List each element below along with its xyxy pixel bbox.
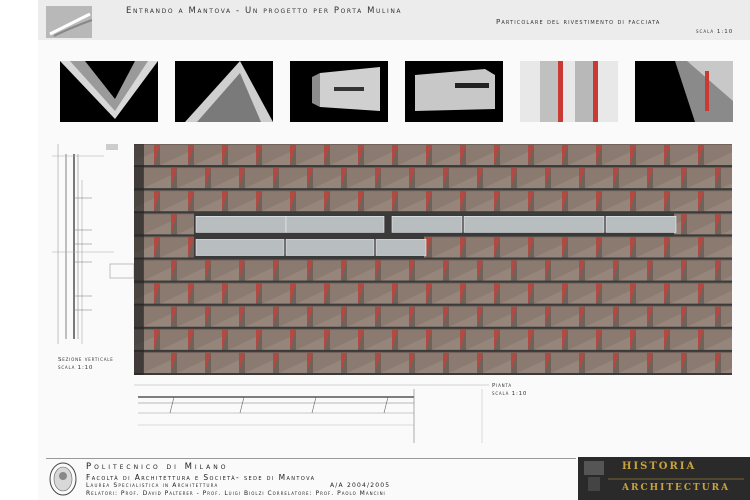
section-label: Sezione verticale scala 1:10 <box>58 357 114 371</box>
university-seal <box>48 461 78 497</box>
drawing-subtitle: Particolare del rivestimento di facciata <box>496 18 661 26</box>
facade-elevation <box>134 144 732 375</box>
thumb-corner-up <box>175 61 273 122</box>
academic-year: A/A 2004/2005 <box>330 482 391 489</box>
faculty-name: Facoltà di Architettura e Società- sede di Mantova <box>86 473 316 482</box>
advisors-line: Relatori: Prof. David Palterer - Prof. Luigi Biolzi Correlatore: Prof. Paolo Mancini <box>86 490 386 497</box>
thumb-facade-edge <box>635 61 733 122</box>
thumb-building-perspective <box>290 61 388 122</box>
historia-architectura-stamp: HISTORIA ARCHITECTURA <box>578 457 750 500</box>
presentation-board <box>38 0 750 500</box>
thumb-corner-down <box>60 61 158 122</box>
course-name: Laurea Specialistica in Architettura <box>86 482 219 489</box>
plan-label: Pianta scala 1:10 <box>492 383 528 397</box>
drawing-scale: scala 1:10 <box>696 29 734 35</box>
footer-divider <box>46 458 576 459</box>
vertical-section-drawing <box>44 144 134 344</box>
project-logo <box>46 6 92 38</box>
thumb-facade-red-closeup <box>520 61 618 122</box>
plan-drawing <box>134 383 494 449</box>
page-title: Entrando a Mantova - Un progetto per Porta Mulina <box>126 6 403 16</box>
university-name: Politecnico di Milano <box>86 462 229 472</box>
header-band <box>38 0 750 40</box>
thumb-building-front <box>405 61 503 122</box>
